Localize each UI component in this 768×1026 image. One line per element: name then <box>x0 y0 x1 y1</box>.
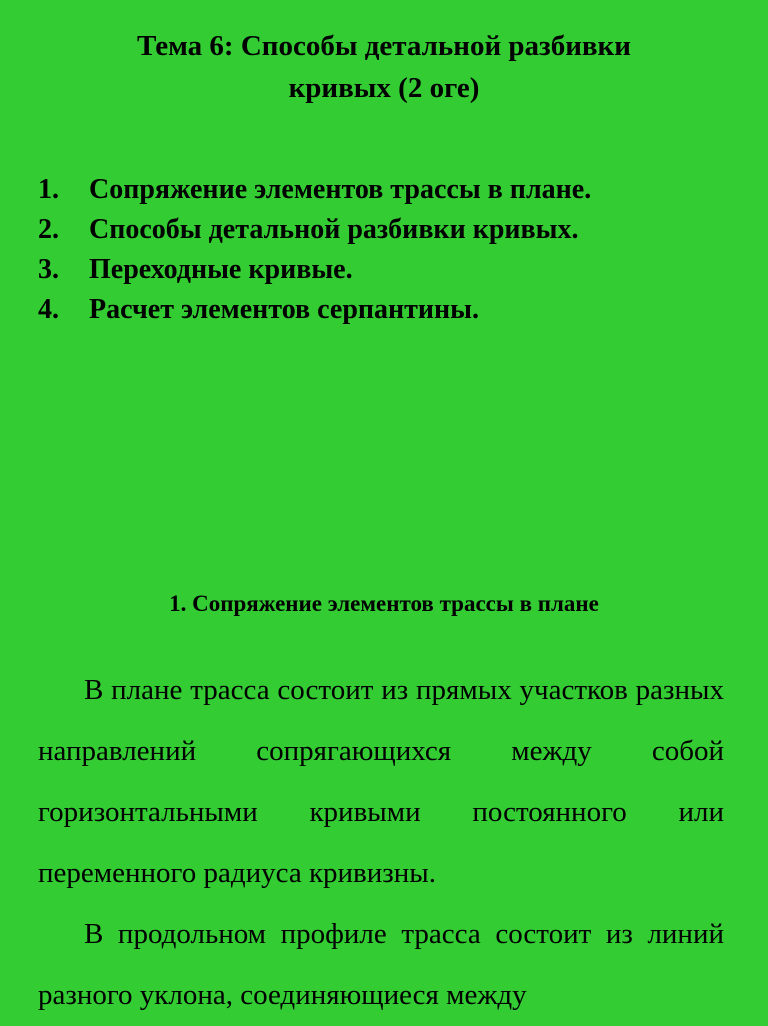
title-line-2: кривых (2 оге) <box>288 72 480 104</box>
section-heading: 1. Сопряжение элементов трассы в плане <box>169 591 599 616</box>
body-paragraph: В плане трасса состоит из прямых участков разных направлений сопрягающихся между собой горизонтальными кривыми постоянного или переменного радиуса кривизны. <box>38 674 724 889</box>
toc-item-text: Сопряжение элементов трассы в плане. <box>89 174 592 205</box>
toc-item-number: 4. <box>38 294 59 325</box>
table-of-contents <box>38 170 591 330</box>
title-line-1: Тема 6: Способы детальной разбивки <box>137 30 631 62</box>
toc-item <box>38 170 591 210</box>
toc-item <box>38 250 591 290</box>
toc-item-text: Способы детальной разбивки кривых. <box>89 214 579 245</box>
toc-item <box>38 290 591 330</box>
body-paragraph: В продольном профиле трасса состоит из линий разного уклона, соединяющиеся между <box>38 918 724 1011</box>
page-title <box>40 25 728 109</box>
section-body <box>38 660 724 1026</box>
toc-item-text: Расчет элементов серпантины. <box>89 294 480 325</box>
toc-item-number: 1. <box>38 174 59 205</box>
toc-item-text: Переходные кривые. <box>89 254 353 285</box>
toc-item-number: 3. <box>38 254 59 285</box>
toc-item <box>38 210 591 250</box>
toc-item-number: 2. <box>38 214 59 245</box>
